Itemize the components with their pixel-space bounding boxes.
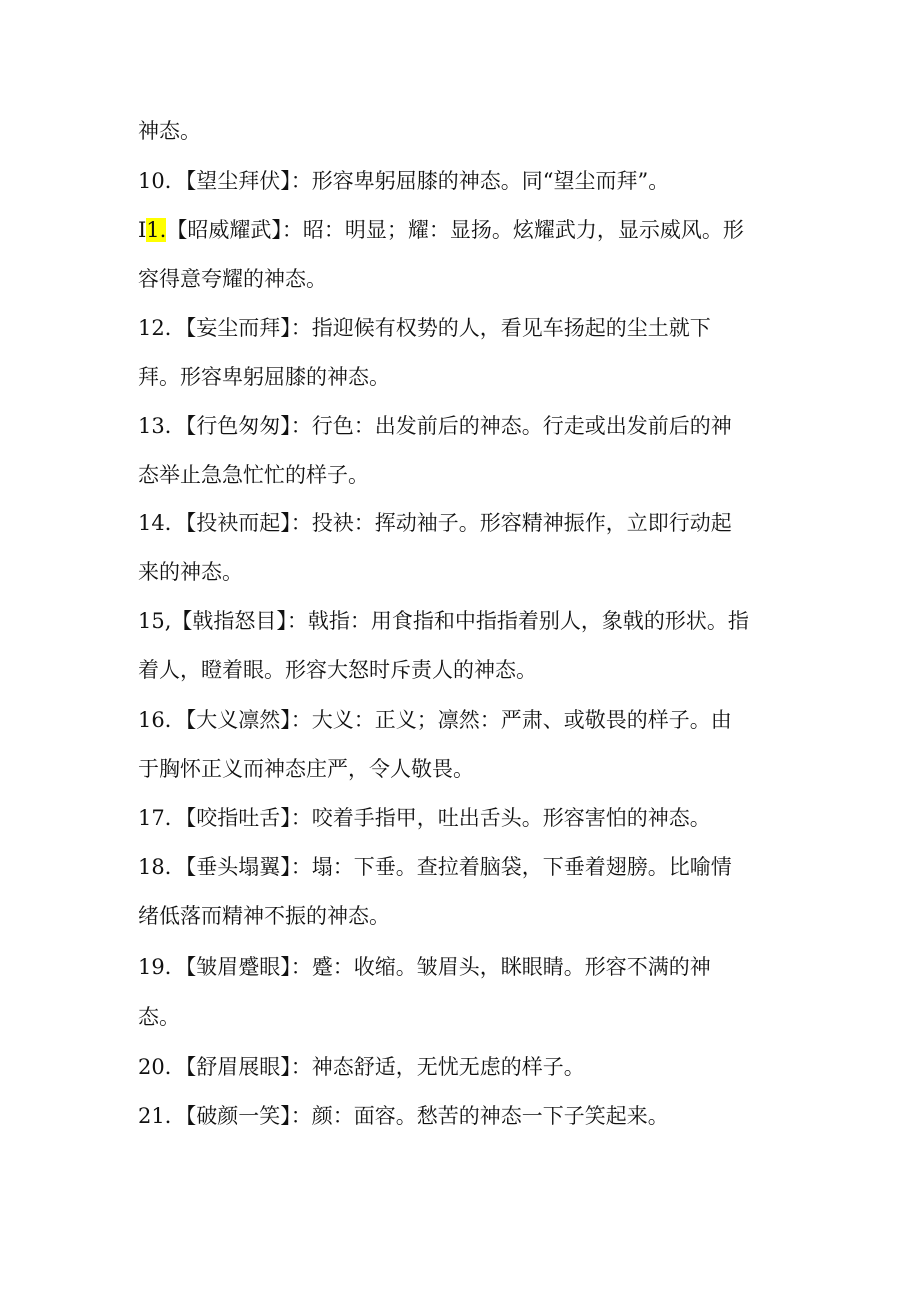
- highlighted-item-number: 1.: [146, 218, 167, 242]
- text-line: 14．【投袂而起】：投袂：挥动袖子。形容精神振作，立即行动起: [138, 511, 732, 535]
- text-line: 21．【破颜一笑】：颜：面容。愁苦的神态一下子笑起来。: [138, 1104, 669, 1128]
- text-line: 10．【望尘拜伏】：形容卑躬屈膝的神态。同“望尘而拜”。: [138, 169, 670, 193]
- item-11-text: 【昭威耀武】：昭：明显；耀：显扬。炫耀武力，显示威风。形: [166, 218, 744, 242]
- text-line: 于胸怀正义而神态庄严，令人敬畏。: [138, 757, 474, 781]
- text-line-item-11: [138, 215, 798, 245]
- item-number-prefix: I: [138, 218, 147, 242]
- text-line: 12．【妄尘而拜】：指迎候有权势的人，看见车扬起的尘土就下: [138, 316, 711, 340]
- text-line: 着人，瞪着眼。形容大怒时斥责人的神态。: [138, 658, 537, 682]
- text-line: 态。: [138, 1005, 180, 1029]
- text-line: 19．【皱眉蹙眼】：蹙：收缩。皱眉头，眯眼睛。形容不满的神: [138, 955, 711, 979]
- text-line: 17．【咬指吐舌】：咬着手指甲，吐出舌头。形容害怕的神态。: [138, 806, 711, 830]
- text-line: 13．【行色匆匆】：行色：出发前后的神态。行走或出发前后的神: [138, 414, 732, 438]
- text-line: 20．【舒眉展眼】：神态舒适，无忧无虑的样子。: [138, 1055, 585, 1079]
- text-line: 15,【戟指怒目】：戟指：用食指和中指指着别人，象戟的形状。指: [138, 609, 749, 633]
- text-line: 态举止急急忙忙的样子。: [138, 463, 369, 487]
- text-line: 绪低落而精神不振的神态。: [138, 904, 390, 928]
- text-line: 来的神态。: [138, 560, 243, 584]
- text-line: 18．【垂头塌翼】：塌：下垂。查拉着脑袋，下垂着翅膀。比喻情: [138, 855, 732, 879]
- text-line: 拜。形容卑躬屈膝的神态。: [138, 365, 390, 389]
- text-line: 神态。: [138, 119, 201, 143]
- text-line: 16．【大义凛然】：大义：正义；凛然：严肃、或敬畏的样子。由: [138, 708, 732, 732]
- text-line: 容得意夸耀的神态。: [138, 267, 327, 291]
